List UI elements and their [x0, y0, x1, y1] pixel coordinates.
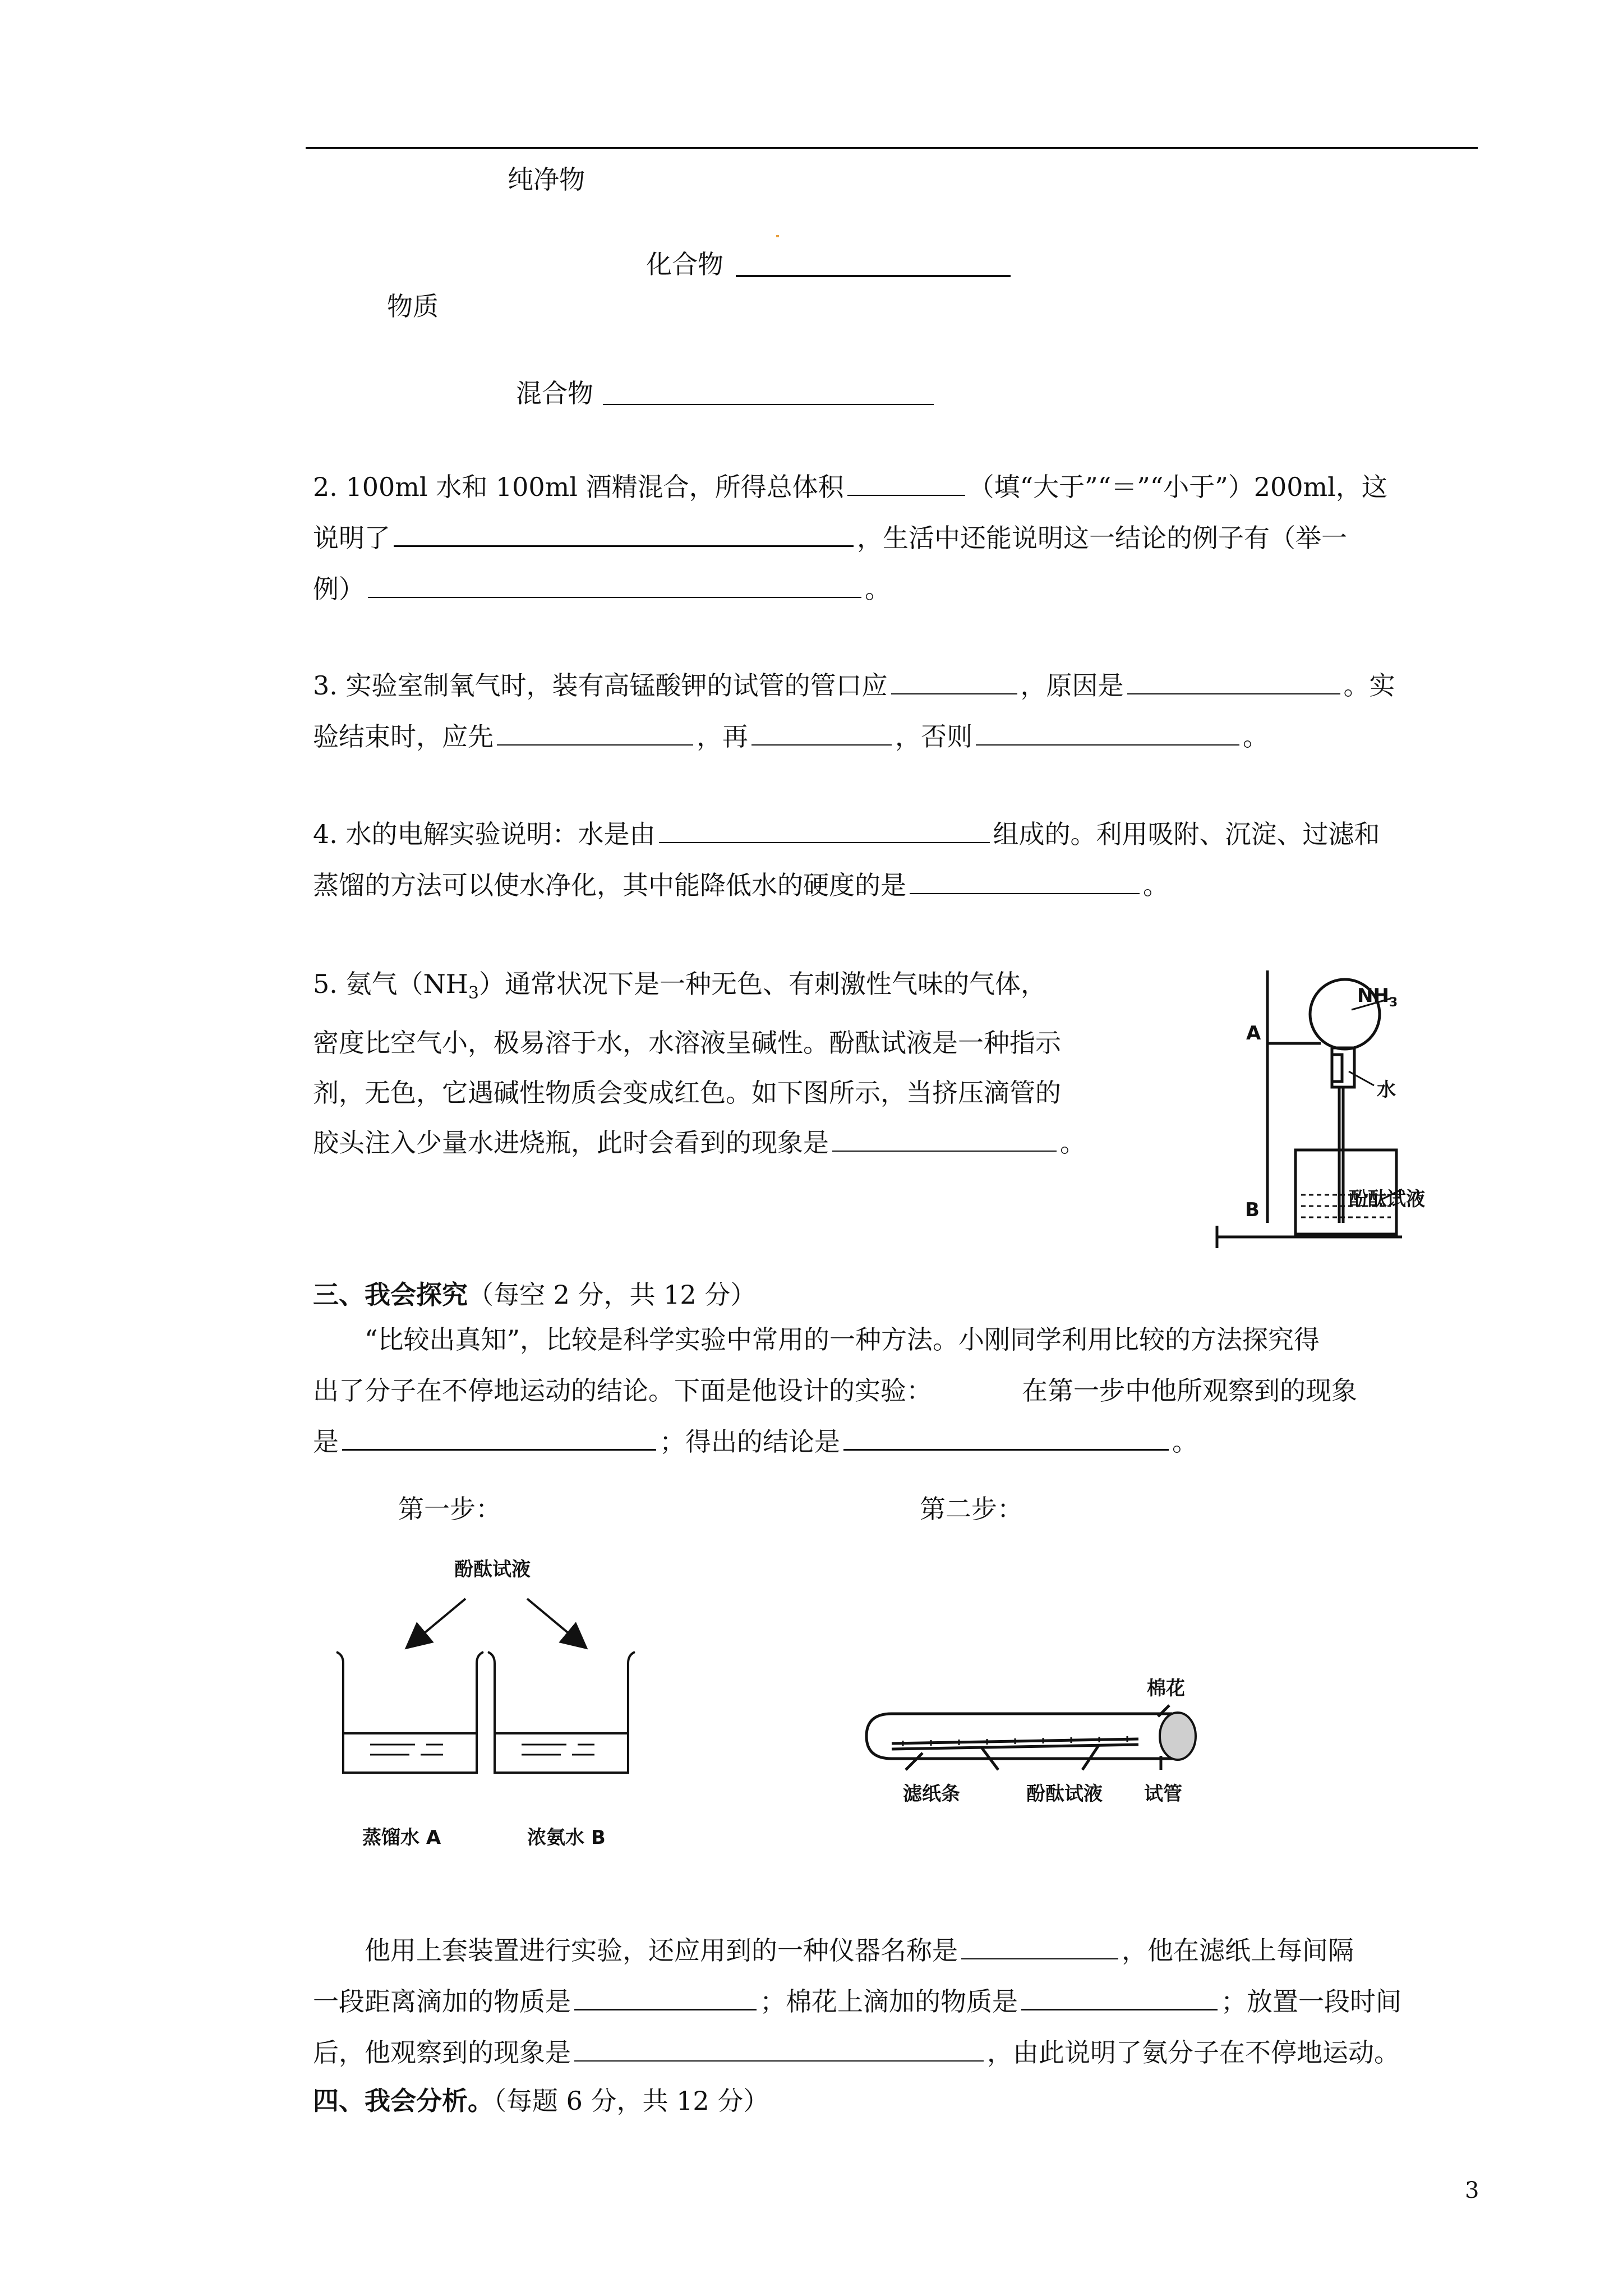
s3p2-line-2: 一段距离滴加的物质是 ；棉花上滴加的物质是 ；放置一段时间 — [313, 1986, 1401, 2017]
header-rule — [306, 147, 1478, 149]
step-2-test-tube-figure — [858, 1700, 1206, 1789]
beaker-b — [488, 1652, 635, 1773]
fig-step2-test-tube-label: 试管 — [1144, 1783, 1182, 1805]
fig-step2-phenolphthalein-label: 酚酞试液 — [1026, 1783, 1103, 1805]
fig-step1-beaker-a-label: 蒸馏水 A — [362, 1826, 441, 1849]
q2-line-3: 例） 。 — [313, 574, 891, 604]
s3-line-1: “比较出真知”，比较是科学实验中常用的一种方法。小刚同学利用比较的方法探究得 — [365, 1324, 1320, 1355]
q5-blank-1 — [832, 1128, 1057, 1152]
fig5-label-water: 水 — [1377, 1079, 1396, 1101]
fig5-label-a: A — [1246, 1022, 1261, 1045]
question-5 — [313, 959, 1188, 1168]
fig-step2-cotton-label: 棉花 — [1147, 1677, 1185, 1700]
label-pure-substance: 纯净物 — [508, 164, 585, 195]
fig-step1-phenolphthalein-label: 酚酞试液 — [454, 1558, 531, 1581]
s3p2-line-3: 后，他观察到的现象是 ，由此说明了氨分子在不停地运动。 — [313, 2037, 1400, 2068]
section-3-heading: 三、我会探究（每空 2 分，共 12 分） — [313, 1280, 757, 1310]
q3-blank-1 — [891, 671, 1017, 694]
fig5-label-nh3: $NH_3$ — [1357, 984, 1398, 1010]
s3-line-2: 出了分子在不停地运动的结论。下面是他设计的实验： 在第一步中他所观察到的现象 — [313, 1375, 1357, 1406]
s3-blank-2 — [843, 1427, 1169, 1451]
step-1-beakers-figure — [331, 1588, 634, 1789]
q4-blank-2 — [910, 871, 1140, 894]
q5-line-3: 剂，无色，它遇碱性物质会变成红色。如下图所示，当挤压滴管的 — [313, 1078, 1061, 1108]
q3-blank-3 — [497, 722, 693, 746]
page-number: 3 — [1465, 2178, 1479, 2203]
q4-line-1: 4. 水的电解实验说明：水是由 组成的。利用吸附、沉淀、过滤和 — [313, 819, 1380, 849]
fig-step1-beaker-b-label: 浓氨水 B — [527, 1826, 606, 1849]
arrow-to-beaker-a — [415, 1599, 465, 1641]
fig5-label-phenolphthalein: 酚酞试液 — [1349, 1188, 1425, 1211]
label-compound: 化合物 — [646, 249, 723, 279]
s3p2-blank-2 — [574, 1986, 757, 2010]
question-4 — [313, 809, 1485, 911]
question-3 — [313, 660, 1485, 762]
s3p2-blank-1 — [961, 1936, 1118, 1959]
fig5-label-b: B — [1245, 1199, 1260, 1221]
q5-line-2: 密度比空气小，极易溶于水，水溶液呈碱性。酚酞试液是一种指示 — [313, 1028, 1061, 1059]
s3p2-blank-3 — [1021, 1986, 1218, 2010]
section-3-paragraph-1 — [313, 1314, 1485, 1467]
blank-mixture — [603, 404, 934, 405]
fig-step2-filter-paper-label: 滤纸条 — [903, 1783, 960, 1805]
test-tube — [866, 1714, 1172, 1759]
q2-line-2: 说明了 ，生活中还能说明这一结论的例子有（举一 — [313, 523, 1347, 553]
q2-blank-3 — [368, 574, 861, 598]
q5-line-1: 5. 氨气$(NH_3)$通常状况下是一种无色、有刺激性气味的气体， — [313, 969, 1046, 1004]
q3-blank-5 — [976, 722, 1239, 746]
label-substance: 物质 — [387, 291, 439, 321]
arrow-to-beaker-b — [527, 1599, 578, 1641]
label-mixture: 混合物 — [516, 378, 593, 408]
q4-blank-1 — [659, 820, 990, 843]
dropper — [1332, 1055, 1342, 1082]
q3-line-2: 验结束时，应先 ，再 ，否则 。 — [313, 721, 1269, 752]
blank-compound — [736, 275, 1011, 277]
q3-blank-4 — [751, 722, 892, 746]
q2-blank-2 — [394, 523, 854, 547]
beaker-a — [336, 1652, 483, 1773]
q5-line-4: 胶头注入少量水进烧瓶，此时会看到的现象是 。 — [313, 1128, 1086, 1158]
section-4-heading: 四、我会分析。（每题 6 分，共 12 分） — [313, 2086, 769, 2116]
cotton-plug — [1160, 1713, 1196, 1760]
step-1-label: 第一步： — [398, 1494, 501, 1524]
question-2 — [313, 462, 1485, 615]
q3-blank-2 — [1127, 671, 1340, 694]
s3-line-3: 是 ；得出的结论是 。 — [313, 1427, 1198, 1457]
q3-line-1: 3. 实验室制氧气时，装有高锰酸钾的试管的管口应 ，原因是 。实 — [313, 670, 1395, 701]
q4-line-2: 蒸馏的方法可以使水净化，其中能降低水的硬度的是 。 — [313, 870, 1169, 900]
s3p2-line-1: 他用上套装置进行实验，还应用到的一种仪器名称是 ，他在滤纸上每间隔 — [365, 1935, 1354, 1966]
s3-blank-1 — [342, 1427, 656, 1451]
section-3-paragraph-2 — [313, 1925, 1485, 2078]
stray-mark — [776, 235, 779, 237]
q2-line-1: 2. 100ml 水和 100ml 酒精混合，所得总体积 （填“大于”“＝”“小于”）200ml，这 — [313, 472, 1387, 502]
q2-blank-1 — [847, 472, 965, 496]
step-2-label: 第二步： — [920, 1494, 1023, 1524]
s3p2-blank-4 — [574, 2038, 984, 2062]
